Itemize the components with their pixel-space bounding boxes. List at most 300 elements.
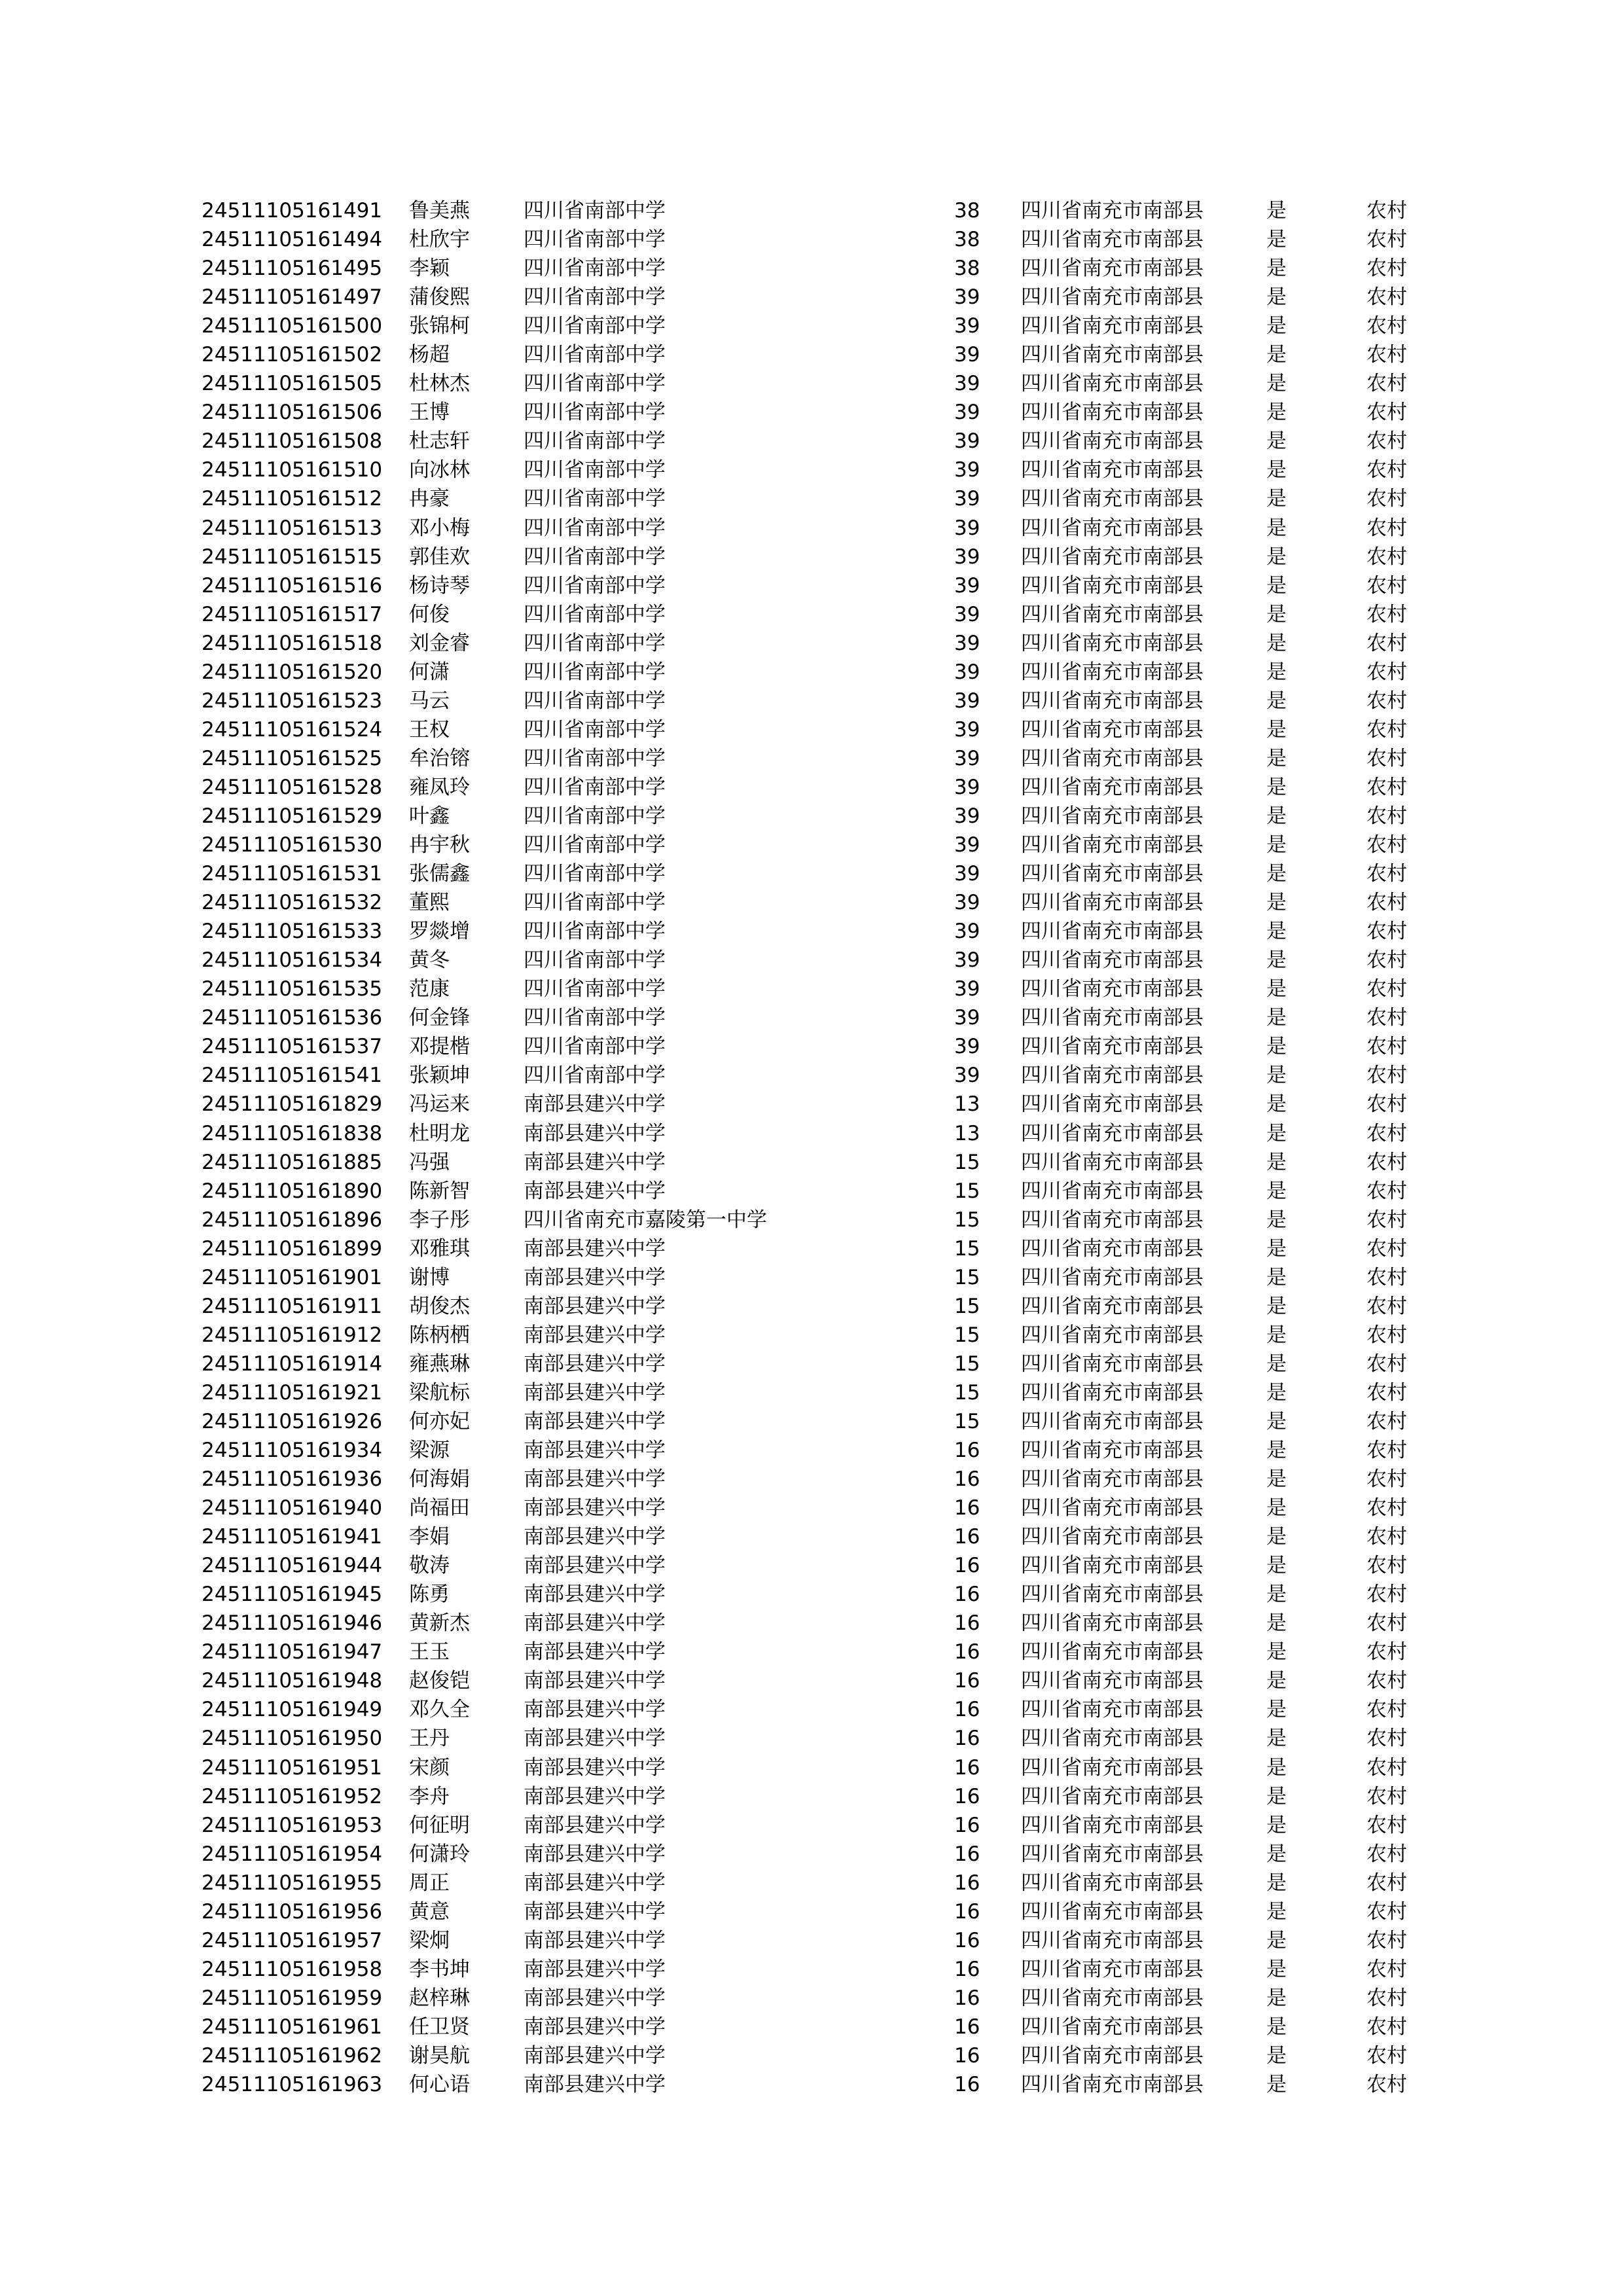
region-cell: 四川省南充市南部县	[1021, 228, 1204, 252]
table-row	[0, 1234, 1623, 1263]
status-flag-cell: 是	[1266, 1554, 1287, 1578]
student-name-cell: 胡俊杰	[409, 1294, 470, 1318]
area-type-cell: 农村	[1366, 1265, 1407, 1289]
score-cell: 16	[954, 1871, 980, 1895]
table-row	[0, 946, 1623, 975]
student-name-cell: 任卫贤	[409, 2015, 470, 2039]
table-row	[0, 340, 1623, 369]
region-cell: 四川省南充市南部县	[1021, 285, 1204, 310]
area-type-cell: 农村	[1366, 862, 1407, 886]
status-flag-cell: 是	[1266, 1813, 1287, 1837]
school-cell: 南部县建兴中学	[524, 1467, 666, 1492]
table-row	[0, 629, 1623, 658]
score-cell: 39	[954, 285, 980, 310]
status-flag-cell: 是	[1266, 228, 1287, 252]
student-name-cell: 杜林杰	[409, 372, 470, 396]
school-cell: 南部县建兴中学	[524, 1986, 666, 2010]
table-row	[0, 1003, 1623, 1032]
table-row	[0, 1926, 1623, 1955]
region-cell: 四川省南充市南部县	[1021, 1035, 1204, 1059]
area-type-cell: 农村	[1366, 891, 1407, 915]
exam-number-cell: 24511105161912	[202, 1323, 383, 1347]
region-cell: 四川省南充市南部县	[1021, 257, 1204, 281]
exam-number-cell: 24511105161512	[202, 487, 383, 511]
region-cell: 四川省南充市南部县	[1021, 1871, 1204, 1895]
score-cell: 15	[954, 1294, 980, 1318]
exam-number-cell: 24511105161958	[202, 1957, 383, 1981]
score-cell: 39	[954, 948, 980, 973]
area-type-cell: 农村	[1366, 775, 1407, 799]
table-row	[0, 1292, 1623, 1321]
area-type-cell: 农村	[1366, 948, 1407, 973]
school-cell: 南部县建兴中学	[524, 1727, 666, 1751]
exam-number-cell: 24511105161896	[202, 1208, 383, 1232]
area-type-cell: 农村	[1366, 1092, 1407, 1117]
region-cell: 四川省南充市南部县	[1021, 1957, 1204, 1981]
student-name-cell: 鲁美燕	[409, 199, 470, 223]
school-cell: 四川省南部中学	[524, 372, 666, 396]
region-cell: 四川省南充市南部县	[1021, 804, 1204, 828]
area-type-cell: 农村	[1366, 458, 1407, 482]
school-cell: 四川省南部中学	[524, 458, 666, 482]
school-cell: 南部县建兴中学	[524, 1265, 666, 1289]
area-type-cell: 农村	[1366, 1755, 1407, 1780]
score-cell: 16	[954, 1496, 980, 1520]
school-cell: 四川省南部中学	[524, 285, 666, 310]
table-row	[0, 917, 1623, 946]
student-name-cell: 杜明龙	[409, 1121, 470, 1145]
score-cell: 16	[954, 1928, 980, 1952]
area-type-cell: 农村	[1366, 1496, 1407, 1520]
table-row	[0, 773, 1623, 802]
score-cell: 39	[954, 717, 980, 742]
status-flag-cell: 是	[1266, 891, 1287, 915]
region-cell: 四川省南充市南部县	[1021, 516, 1204, 540]
area-type-cell: 农村	[1366, 1957, 1407, 1981]
area-type-cell: 农村	[1366, 1323, 1407, 1347]
school-cell: 南部县建兴中学	[524, 1121, 666, 1145]
student-name-cell: 梁炯	[409, 1928, 450, 1952]
score-cell: 39	[954, 516, 980, 540]
status-flag-cell: 是	[1266, 1755, 1287, 1780]
exam-number-cell: 24511105161952	[202, 1784, 383, 1808]
exam-number-cell: 24511105161926	[202, 1409, 383, 1433]
area-type-cell: 农村	[1366, 1611, 1407, 1636]
area-type-cell: 农村	[1366, 257, 1407, 281]
table-row	[0, 831, 1623, 859]
score-cell: 16	[954, 1813, 980, 1837]
score-cell: 39	[954, 372, 980, 396]
status-flag-cell: 是	[1266, 920, 1287, 944]
region-cell: 四川省南充市南部县	[1021, 631, 1204, 655]
table-row	[0, 2070, 1623, 2099]
school-cell: 四川省南部中学	[524, 602, 666, 626]
status-flag-cell: 是	[1266, 285, 1287, 310]
school-cell: 南部县建兴中学	[524, 1640, 666, 1664]
exam-number-cell: 24511105161495	[202, 257, 383, 281]
area-type-cell: 农村	[1366, 2015, 1407, 2039]
exam-number-cell: 24511105161515	[202, 545, 383, 569]
region-cell: 四川省南充市南部县	[1021, 1698, 1204, 1722]
area-type-cell: 农村	[1366, 1583, 1407, 1607]
student-name-cell: 陈新智	[409, 1179, 470, 1203]
status-flag-cell: 是	[1266, 429, 1287, 454]
student-name-cell: 宋颜	[409, 1755, 450, 1780]
score-cell: 39	[954, 775, 980, 799]
score-cell: 16	[954, 1698, 980, 1722]
status-flag-cell: 是	[1266, 1986, 1287, 2010]
status-flag-cell: 是	[1266, 199, 1287, 223]
score-cell: 39	[954, 429, 980, 454]
status-flag-cell: 是	[1266, 2015, 1287, 2039]
student-name-cell: 何征明	[409, 1813, 470, 1837]
area-type-cell: 农村	[1366, 1727, 1407, 1751]
table-row	[0, 369, 1623, 398]
area-type-cell: 农村	[1366, 2073, 1407, 2097]
exam-number-cell: 24511105161948	[202, 1669, 383, 1693]
school-cell: 南部县建兴中学	[524, 1409, 666, 1433]
student-name-cell: 张锦柯	[409, 314, 470, 338]
area-type-cell: 农村	[1366, 1150, 1407, 1174]
status-flag-cell: 是	[1266, 545, 1287, 569]
student-name-cell: 邓久全	[409, 1698, 470, 1722]
student-name-cell: 王玉	[409, 1640, 450, 1664]
exam-number-cell: 24511105161516	[202, 573, 383, 598]
score-cell: 16	[954, 1439, 980, 1463]
status-flag-cell: 是	[1266, 401, 1287, 425]
exam-number-cell: 24511105161962	[202, 2044, 383, 2068]
school-cell: 南部县建兴中学	[524, 1352, 666, 1376]
score-cell: 16	[954, 2073, 980, 2097]
region-cell: 四川省南充市南部县	[1021, 1380, 1204, 1405]
table-row	[0, 1955, 1623, 1984]
region-cell: 四川省南充市南部县	[1021, 1525, 1204, 1549]
area-type-cell: 农村	[1366, 631, 1407, 655]
area-type-cell: 农村	[1366, 487, 1407, 511]
exam-number-cell: 24511105161934	[202, 1439, 383, 1463]
score-cell: 16	[954, 1986, 980, 2010]
status-flag-cell: 是	[1266, 1669, 1287, 1693]
status-flag-cell: 是	[1266, 1698, 1287, 1722]
status-flag-cell: 是	[1266, 1957, 1287, 1981]
score-cell: 15	[954, 1323, 980, 1347]
area-type-cell: 农村	[1366, 516, 1407, 540]
table-row	[0, 398, 1623, 427]
score-cell: 16	[954, 1583, 980, 1607]
table-row	[0, 1494, 1623, 1522]
exam-number-cell: 24511105161890	[202, 1179, 383, 1203]
area-type-cell: 农村	[1366, 660, 1407, 684]
student-name-cell: 何心语	[409, 2073, 470, 2097]
student-name-cell: 雍凤玲	[409, 775, 470, 799]
status-flag-cell: 是	[1266, 1899, 1287, 1924]
table-row	[0, 1090, 1623, 1119]
exam-number-cell: 24511105161914	[202, 1352, 383, 1376]
exam-number-cell: 24511105161941	[202, 1525, 383, 1549]
area-type-cell: 农村	[1366, 746, 1407, 770]
region-cell: 四川省南充市南部县	[1021, 1928, 1204, 1952]
status-flag-cell: 是	[1266, 689, 1287, 713]
exam-number-cell: 24511105161838	[202, 1121, 383, 1145]
status-flag-cell: 是	[1266, 343, 1287, 367]
score-cell: 39	[954, 833, 980, 857]
score-cell: 38	[954, 257, 980, 281]
exam-number-cell: 24511105161491	[202, 199, 383, 223]
exam-number-cell: 24511105161500	[202, 314, 383, 338]
student-name-cell: 刘金睿	[409, 631, 470, 655]
region-cell: 四川省南充市南部县	[1021, 660, 1204, 684]
student-name-cell: 王丹	[409, 1727, 450, 1751]
status-flag-cell: 是	[1266, 1150, 1287, 1174]
school-cell: 四川省南部中学	[524, 689, 666, 713]
table-row	[0, 2013, 1623, 2041]
table-row	[0, 1753, 1623, 1782]
region-cell: 四川省南充市南部县	[1021, 2015, 1204, 2039]
score-cell: 16	[954, 1611, 980, 1636]
score-cell: 15	[954, 1409, 980, 1433]
status-flag-cell: 是	[1266, 1727, 1287, 1751]
status-flag-cell: 是	[1266, 660, 1287, 684]
region-cell: 四川省南充市南部县	[1021, 602, 1204, 626]
region-cell: 四川省南充市南部县	[1021, 1496, 1204, 1520]
status-flag-cell: 是	[1266, 1121, 1287, 1145]
exam-number-cell: 24511105161534	[202, 948, 383, 973]
status-flag-cell: 是	[1266, 977, 1287, 1001]
status-flag-cell: 是	[1266, 1525, 1287, 1549]
region-cell: 四川省南充市南部县	[1021, 891, 1204, 915]
area-type-cell: 农村	[1366, 602, 1407, 626]
table-row	[0, 744, 1623, 773]
table-row	[0, 658, 1623, 687]
status-flag-cell: 是	[1266, 1352, 1287, 1376]
exam-number-cell: 24511105161532	[202, 891, 383, 915]
score-cell: 39	[954, 401, 980, 425]
region-cell: 四川省南充市南部县	[1021, 545, 1204, 569]
table-row	[0, 1436, 1623, 1465]
student-name-cell: 谢昊航	[409, 2044, 470, 2068]
school-cell: 四川省南部中学	[524, 1035, 666, 1059]
status-flag-cell: 是	[1266, 1035, 1287, 1059]
score-cell: 39	[954, 631, 980, 655]
exam-number-cell: 24511105161940	[202, 1496, 383, 1520]
table-row	[0, 1551, 1623, 1580]
student-name-cell: 赵梓琳	[409, 1986, 470, 2010]
area-type-cell: 农村	[1366, 1208, 1407, 1232]
region-cell: 四川省南充市南部县	[1021, 199, 1204, 223]
score-cell: 16	[954, 1525, 980, 1549]
area-type-cell: 农村	[1366, 314, 1407, 338]
student-name-cell: 尚福田	[409, 1496, 470, 1520]
school-cell: 南部县建兴中学	[524, 1236, 666, 1261]
student-name-cell: 王权	[409, 717, 450, 742]
school-cell: 南部县建兴中学	[524, 1957, 666, 1981]
score-cell: 38	[954, 199, 980, 223]
table-row	[0, 1897, 1623, 1926]
table-row	[0, 312, 1623, 340]
region-cell: 四川省南充市南部县	[1021, 1150, 1204, 1174]
table-row	[0, 1350, 1623, 1378]
area-type-cell: 农村	[1366, 1064, 1407, 1088]
school-cell: 四川省南部中学	[524, 977, 666, 1001]
area-type-cell: 农村	[1366, 285, 1407, 310]
student-name-cell: 郭佳欢	[409, 545, 470, 569]
student-name-cell: 蒲俊熙	[409, 285, 470, 310]
region-cell: 四川省南充市南部县	[1021, 372, 1204, 396]
exam-number-cell: 24511105161517	[202, 602, 383, 626]
table-row	[0, 1840, 1623, 1869]
region-cell: 四川省南充市南部县	[1021, 429, 1204, 454]
exam-number-cell: 24511105161506	[202, 401, 383, 425]
area-type-cell: 农村	[1366, 372, 1407, 396]
student-name-cell: 赵俊铠	[409, 1669, 470, 1693]
school-cell: 四川省南部中学	[524, 199, 666, 223]
school-cell: 南部县建兴中学	[524, 2073, 666, 2097]
area-type-cell: 农村	[1366, 1179, 1407, 1203]
student-name-cell: 何海娟	[409, 1467, 470, 1492]
area-type-cell: 农村	[1366, 717, 1407, 742]
student-name-cell: 杜欣宇	[409, 228, 470, 252]
area-type-cell: 农村	[1366, 1525, 1407, 1549]
student-name-cell: 李娟	[409, 1525, 450, 1549]
table-row	[0, 687, 1623, 715]
table-row	[0, 1407, 1623, 1436]
status-flag-cell: 是	[1266, 746, 1287, 770]
region-cell: 四川省南充市南部县	[1021, 1179, 1204, 1203]
school-cell: 南部县建兴中学	[524, 2044, 666, 2068]
school-cell: 四川省南部中学	[524, 920, 666, 944]
area-type-cell: 农村	[1366, 429, 1407, 454]
area-type-cell: 农村	[1366, 1352, 1407, 1376]
status-flag-cell: 是	[1266, 1294, 1287, 1318]
school-cell: 南部县建兴中学	[524, 1380, 666, 1405]
region-cell: 四川省南充市南部县	[1021, 920, 1204, 944]
exam-number-cell: 24511105161951	[202, 1755, 383, 1780]
table-row	[0, 1869, 1623, 1897]
school-cell: 四川省南部中学	[524, 891, 666, 915]
status-flag-cell: 是	[1266, 1467, 1287, 1492]
area-type-cell: 农村	[1366, 1899, 1407, 1924]
region-cell: 四川省南充市南部县	[1021, 1265, 1204, 1289]
area-type-cell: 农村	[1366, 1035, 1407, 1059]
school-cell: 四川省南部中学	[524, 775, 666, 799]
score-cell: 15	[954, 1265, 980, 1289]
region-cell: 四川省南充市南部县	[1021, 1784, 1204, 1808]
student-name-cell: 何俊	[409, 602, 450, 626]
region-cell: 四川省南充市南部县	[1021, 948, 1204, 973]
school-cell: 南部县建兴中学	[524, 1092, 666, 1117]
school-cell: 四川省南充市嘉陵第一中学	[524, 1208, 767, 1232]
school-cell: 四川省南部中学	[524, 1064, 666, 1088]
score-cell: 16	[954, 1899, 980, 1924]
score-cell: 39	[954, 689, 980, 713]
status-flag-cell: 是	[1266, 631, 1287, 655]
school-cell: 四川省南部中学	[524, 948, 666, 973]
area-type-cell: 农村	[1366, 689, 1407, 713]
exam-number-cell: 24511105161899	[202, 1236, 383, 1261]
school-cell: 四川省南部中学	[524, 631, 666, 655]
score-cell: 16	[954, 1957, 980, 1981]
table-row	[0, 514, 1623, 543]
status-flag-cell: 是	[1266, 1323, 1287, 1347]
exam-number-cell: 24511105161885	[202, 1150, 383, 1174]
school-cell: 四川省南部中学	[524, 573, 666, 598]
status-flag-cell: 是	[1266, 1265, 1287, 1289]
student-name-cell: 黄新杰	[409, 1611, 470, 1636]
student-name-cell: 张儒鑫	[409, 862, 470, 886]
region-cell: 四川省南充市南部县	[1021, 2044, 1204, 2068]
area-type-cell: 农村	[1366, 2044, 1407, 2068]
score-cell: 39	[954, 602, 980, 626]
status-flag-cell: 是	[1266, 372, 1287, 396]
score-cell: 15	[954, 1236, 980, 1261]
table-row	[0, 484, 1623, 513]
exam-number-cell: 24511105161530	[202, 833, 383, 857]
score-cell: 15	[954, 1352, 980, 1376]
exam-number-cell: 24511105161953	[202, 1813, 383, 1837]
school-cell: 南部县建兴中学	[524, 1871, 666, 1895]
student-name-cell: 冯强	[409, 1150, 450, 1174]
school-cell: 南部县建兴中学	[524, 1842, 666, 1866]
student-name-cell: 李舟	[409, 1784, 450, 1808]
exam-number-cell: 24511105161949	[202, 1698, 383, 1722]
table-row	[0, 1465, 1623, 1494]
score-cell: 39	[954, 1006, 980, 1030]
table-row	[0, 225, 1623, 254]
exam-number-cell: 24511105161531	[202, 862, 383, 886]
table-row	[0, 196, 1623, 225]
school-cell: 四川省南部中学	[524, 487, 666, 511]
exam-number-cell: 24511105161520	[202, 660, 383, 684]
school-cell: 四川省南部中学	[524, 862, 666, 886]
table-row	[0, 1148, 1623, 1177]
status-flag-cell: 是	[1266, 1006, 1287, 1030]
student-name-cell: 陈勇	[409, 1583, 450, 1607]
table-row	[0, 1609, 1623, 1638]
student-name-cell: 黄意	[409, 1899, 450, 1924]
school-cell: 南部县建兴中学	[524, 1179, 666, 1203]
exam-number-cell: 24511105161513	[202, 516, 383, 540]
region-cell: 四川省南充市南部县	[1021, 1755, 1204, 1780]
student-name-cell: 邓雅琪	[409, 1236, 470, 1261]
school-cell: 南部县建兴中学	[524, 1150, 666, 1174]
student-name-cell: 李子彤	[409, 1208, 470, 1232]
table-row	[0, 888, 1623, 917]
school-cell: 四川省南部中学	[524, 228, 666, 252]
status-flag-cell: 是	[1266, 1784, 1287, 1808]
school-cell: 南部县建兴中学	[524, 1583, 666, 1607]
score-cell: 39	[954, 804, 980, 828]
status-flag-cell: 是	[1266, 2073, 1287, 2097]
region-cell: 四川省南充市南部县	[1021, 1813, 1204, 1837]
area-type-cell: 农村	[1366, 1554, 1407, 1578]
region-cell: 四川省南充市南部县	[1021, 862, 1204, 886]
school-cell: 四川省南部中学	[524, 1006, 666, 1030]
exam-number-cell: 24511105161536	[202, 1006, 383, 1030]
area-type-cell: 农村	[1366, 1380, 1407, 1405]
score-cell: 39	[954, 977, 980, 1001]
exam-number-cell: 24511105161946	[202, 1611, 383, 1636]
status-flag-cell: 是	[1266, 458, 1287, 482]
exam-number-cell: 24511105161533	[202, 920, 383, 944]
score-cell: 39	[954, 573, 980, 598]
score-cell: 15	[954, 1150, 980, 1174]
region-cell: 四川省南充市南部县	[1021, 1640, 1204, 1664]
status-flag-cell: 是	[1266, 1496, 1287, 1520]
exam-number-cell: 24511105161957	[202, 1928, 383, 1952]
region-cell: 四川省南充市南部县	[1021, 1899, 1204, 1924]
region-cell: 四川省南充市南部县	[1021, 1323, 1204, 1347]
student-name-cell: 冉豪	[409, 487, 450, 511]
